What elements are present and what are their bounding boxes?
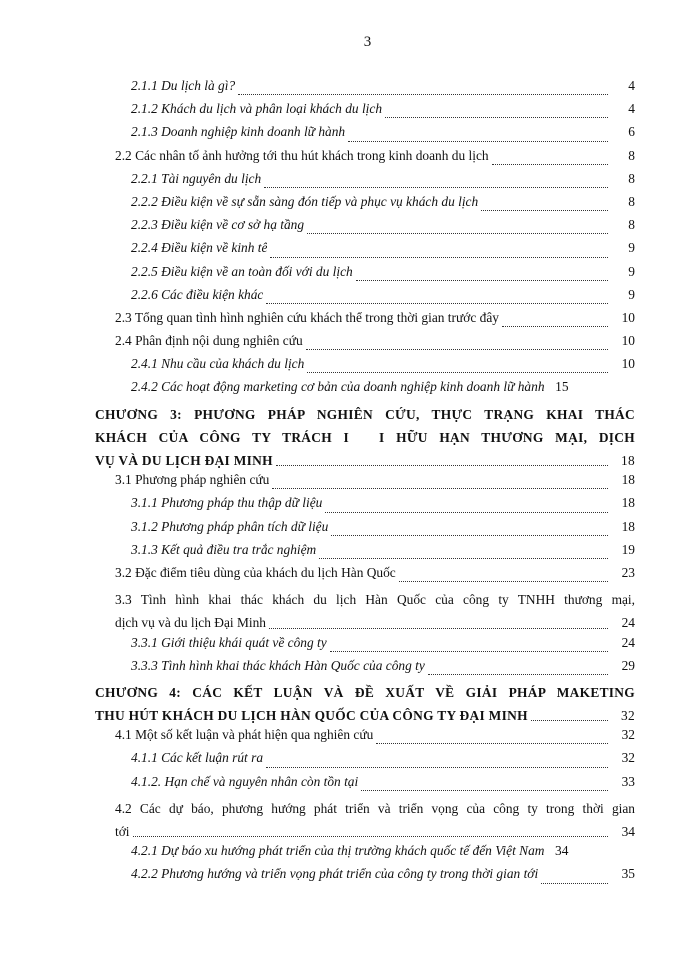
dot-leader xyxy=(269,627,608,629)
toc-entry-page: 18 xyxy=(621,495,635,511)
toc-entry-title: 2.1.1 Du lịch là gì? xyxy=(131,78,236,93)
toc-entry-page: 34 xyxy=(621,824,635,839)
toc-entry-title: 2.4.2 Các hoạt động marketing cơ bản của doanh nghiệp kinh doanh lữ hành xyxy=(131,379,545,395)
dot-leader xyxy=(319,557,608,559)
toc-chapter-3[interactable] xyxy=(95,403,635,473)
dot-leader xyxy=(361,789,608,791)
dot-leader xyxy=(238,93,608,95)
toc-entry-4-1-1[interactable] xyxy=(98,750,635,773)
dot-leader xyxy=(307,371,608,373)
toc-entry-page: 4 xyxy=(628,101,635,117)
dot-leader xyxy=(270,256,608,258)
toc-entry-page: 8 xyxy=(628,147,635,163)
toc-entry-title: 2.2.5 Điều kiện về an toàn đối với du lịch xyxy=(131,263,353,279)
chapter-line: CHƯƠNG 3: PHƯƠNG PHÁP NGHIÊN CỨU, THỰC TRẠNG KHAI THÁC xyxy=(95,406,635,422)
toc-entry-page: 9 xyxy=(628,240,635,256)
toc-entry-4-2-2[interactable] xyxy=(98,866,635,889)
toc-entry-4-1[interactable] xyxy=(98,727,635,750)
toc-entry-page: 15 xyxy=(555,379,569,395)
dot-leader xyxy=(276,464,608,466)
toc-entry-2-2-6[interactable] xyxy=(98,287,635,310)
toc-entry-title: 2.2.6 Các điều kiện khác xyxy=(131,286,264,302)
toc-entry-title: 2.4.1 Nhu cầu của khách du lịch xyxy=(131,356,305,372)
dot-leader xyxy=(492,163,608,165)
dot-leader xyxy=(541,882,608,884)
toc-entry-2-2-2[interactable] xyxy=(98,194,635,217)
dot-leader xyxy=(306,348,608,350)
toc-entry-page: 34 xyxy=(555,843,569,859)
toc-chapter-4[interactable] xyxy=(95,681,635,727)
toc-entry-page: 32 xyxy=(621,708,635,724)
toc-entry-page: 8 xyxy=(628,170,635,186)
toc-entry-title: 2.2.4 Điều kiện về kinh tế xyxy=(131,240,268,256)
toc-entry-page: 24 xyxy=(621,615,635,631)
toc-entry-3-3-1[interactable] xyxy=(98,635,635,658)
toc-entry-3-1-3[interactable] xyxy=(98,542,635,565)
toc-entry-2-1-1[interactable] xyxy=(98,78,635,101)
table-of-contents xyxy=(95,78,635,890)
toc-entry-title: 4.2.1 Dự báo xu hướng phát triển của thị trường khách quốc tế đến Việt Nam xyxy=(131,843,545,859)
dot-leader xyxy=(133,835,608,837)
toc-entry-page: 10 xyxy=(621,333,635,349)
toc-entry-title: 3.1.2 Phương pháp phân tích dữ liệu xyxy=(131,518,329,534)
toc-entry-2-1-3[interactable] xyxy=(98,124,635,147)
toc-entry-2-2-1[interactable] xyxy=(98,171,635,194)
toc-entry-page: 23 xyxy=(621,564,635,580)
chapter-line-text: VỤ VÀ DU LỊCH ĐẠI MINH xyxy=(95,453,273,468)
chapter-line xyxy=(95,449,635,472)
toc-entry-page: 33 xyxy=(621,773,635,789)
dot-leader xyxy=(399,580,608,582)
toc-entry-page: 29 xyxy=(621,657,635,673)
dot-leader xyxy=(385,116,608,118)
toc-entry-3-1-1[interactable] xyxy=(98,495,635,518)
toc-entry-page: 10 xyxy=(621,356,635,372)
toc-entry-2-4[interactable] xyxy=(98,333,635,356)
toc-entry-title: 3.1.3 Kết quả điều tra trắc nghiệm xyxy=(131,541,317,557)
toc-entry-2-2-3[interactable] xyxy=(98,217,635,240)
toc-entry-2-4-1[interactable] xyxy=(98,356,635,379)
entry-line xyxy=(98,611,635,634)
toc-entry-title: 4.1.2. Hạn chế và nguyên nhân còn tồn tại xyxy=(131,773,359,789)
toc-entry-2-3[interactable] xyxy=(98,310,635,333)
dot-leader xyxy=(330,650,608,652)
toc-entry-title: 2.2.1 Tài nguyên du lịch xyxy=(131,170,262,186)
toc-entry-page: 9 xyxy=(628,286,635,302)
toc-entry-4-2[interactable] xyxy=(98,797,635,843)
chapter-line xyxy=(95,426,635,449)
toc-entry-3-3-3[interactable] xyxy=(98,658,635,681)
toc-entry-3-1[interactable] xyxy=(98,472,635,495)
dot-leader xyxy=(264,186,608,188)
toc-entry-4-2-1[interactable] xyxy=(98,843,635,866)
toc-entry-2-2-4[interactable] xyxy=(98,240,635,263)
toc-entry-title: 2.3 Tổng quan tình hình nghiên cứu khách thể trong thời gian trước đây xyxy=(115,309,499,325)
dot-leader xyxy=(348,140,608,142)
toc-entry-page: 4 xyxy=(628,78,635,93)
toc-entry-title: 4.1.1 Các kết luận rút ra xyxy=(131,750,264,766)
entry-line xyxy=(98,820,635,843)
toc-entry-page: 18 xyxy=(621,518,635,534)
toc-entry-3-1-2[interactable] xyxy=(98,519,635,542)
toc-entry-page: 32 xyxy=(621,727,635,743)
toc-entry-page: 35 xyxy=(621,866,635,882)
chapter-line-text: THU HÚT KHÁCH DU LỊCH HÀN QUỐC CỦA CÔNG TY ĐẠI MINH xyxy=(95,708,528,724)
dot-leader xyxy=(307,232,608,234)
dot-leader xyxy=(272,487,608,489)
toc-entry-title: 3.3.1 Giới thiệu khái quát về công ty xyxy=(131,634,327,650)
dot-leader xyxy=(266,302,608,304)
chapter-line xyxy=(95,704,635,727)
toc-entry-4-1-2[interactable] xyxy=(98,774,635,797)
chapter-line: CHƯƠNG 4: CÁC KẾT LUẬN VÀ ĐỀ XUẤT VỀ GIẢI PHÁP MAKETING xyxy=(95,684,635,700)
entry-line: 4.2 Các dự báo, phương hướng phát triển và triển vọng của công ty trong thời gian xyxy=(115,800,635,816)
toc-entry-page: 6 xyxy=(628,124,635,140)
toc-entry-page: 9 xyxy=(628,263,635,279)
toc-entry-2-2[interactable] xyxy=(98,148,635,171)
chapter-line-part: KHÁCH CỦA CÔNG TY TRÁCH I xyxy=(95,429,350,445)
dot-leader xyxy=(502,325,608,327)
entry-line: 3.3 Tình hình khai thác khách du lịch Hàn Quốc của công ty TNHH thương mại, xyxy=(115,592,635,608)
toc-entry-title: 2.1.3 Doanh nghiệp kinh doanh lữ hành xyxy=(131,124,346,140)
toc-entry-title: 3.3.3 Tình hình khai thác khách Hàn Quốc của công ty xyxy=(131,657,425,673)
dot-leader xyxy=(428,673,608,675)
toc-entry-2-4-2[interactable] xyxy=(98,379,635,402)
toc-entry-page: 8 xyxy=(628,193,635,209)
dot-leader xyxy=(325,511,608,513)
toc-entry-title: 2.2 Các nhân tố ảnh hưởng tới thu hút khách trong kinh doanh du lịch xyxy=(115,147,489,163)
toc-entry-3-3[interactable] xyxy=(98,588,635,634)
chapter-line-part: I HỮU HẠN THƯƠNG MẠI, DỊCH xyxy=(379,429,635,445)
toc-entry-title: 2.1.2 Khách du lịch và phân loại khách du lịch xyxy=(131,101,383,117)
toc-entry-2-2-5[interactable] xyxy=(98,264,635,287)
toc-entry-page: 19 xyxy=(621,541,635,557)
dot-leader xyxy=(356,279,608,281)
page-number: 3 xyxy=(363,34,372,50)
toc-entry-title: 2.2.2 Điều kiện về sự sẵn sàng đón tiếp và phục vụ khách du lịch xyxy=(131,193,479,209)
toc-entry-3-2[interactable] xyxy=(98,565,635,588)
toc-entry-page: 32 xyxy=(621,750,635,766)
dot-leader xyxy=(266,766,608,768)
toc-entry-2-1-2[interactable] xyxy=(98,101,635,124)
dot-leader xyxy=(531,719,608,721)
toc-entry-title: 3.2 Đặc điểm tiêu dùng của khách du lịch Hàn Quốc xyxy=(115,564,396,580)
toc-entry-page: 8 xyxy=(628,217,635,233)
toc-entry-page: 18 xyxy=(621,472,635,488)
toc-entry-title: 2.4 Phân định nội dung nghiên cứu xyxy=(115,333,303,349)
toc-entry-page: 24 xyxy=(621,634,635,650)
dot-leader xyxy=(331,534,608,536)
toc-entry-title: 2.2.3 Điều kiện về cơ sở hạ tầng xyxy=(131,217,305,233)
dot-leader xyxy=(481,209,608,211)
toc-entry-title: 3.1 Phương pháp nghiên cứu xyxy=(115,472,270,488)
toc-entry-title: 4.1 Một số kết luận và phát hiện qua nghiên cứu xyxy=(115,727,374,743)
toc-entry-page: 18 xyxy=(621,453,635,468)
toc-entry-title: 4.2.2 Phương hướng và triển vọng phát triển của công ty trong thời gian tới xyxy=(131,866,539,882)
dot-leader xyxy=(376,742,608,744)
toc-entry-page: 10 xyxy=(621,309,635,325)
toc-entry-title: 3.1.1 Phương pháp thu thập dữ liệu xyxy=(131,495,323,511)
entry-line-text: tới xyxy=(115,824,130,839)
entry-line-text: dịch vụ và du lịch Đại Minh xyxy=(115,615,266,631)
